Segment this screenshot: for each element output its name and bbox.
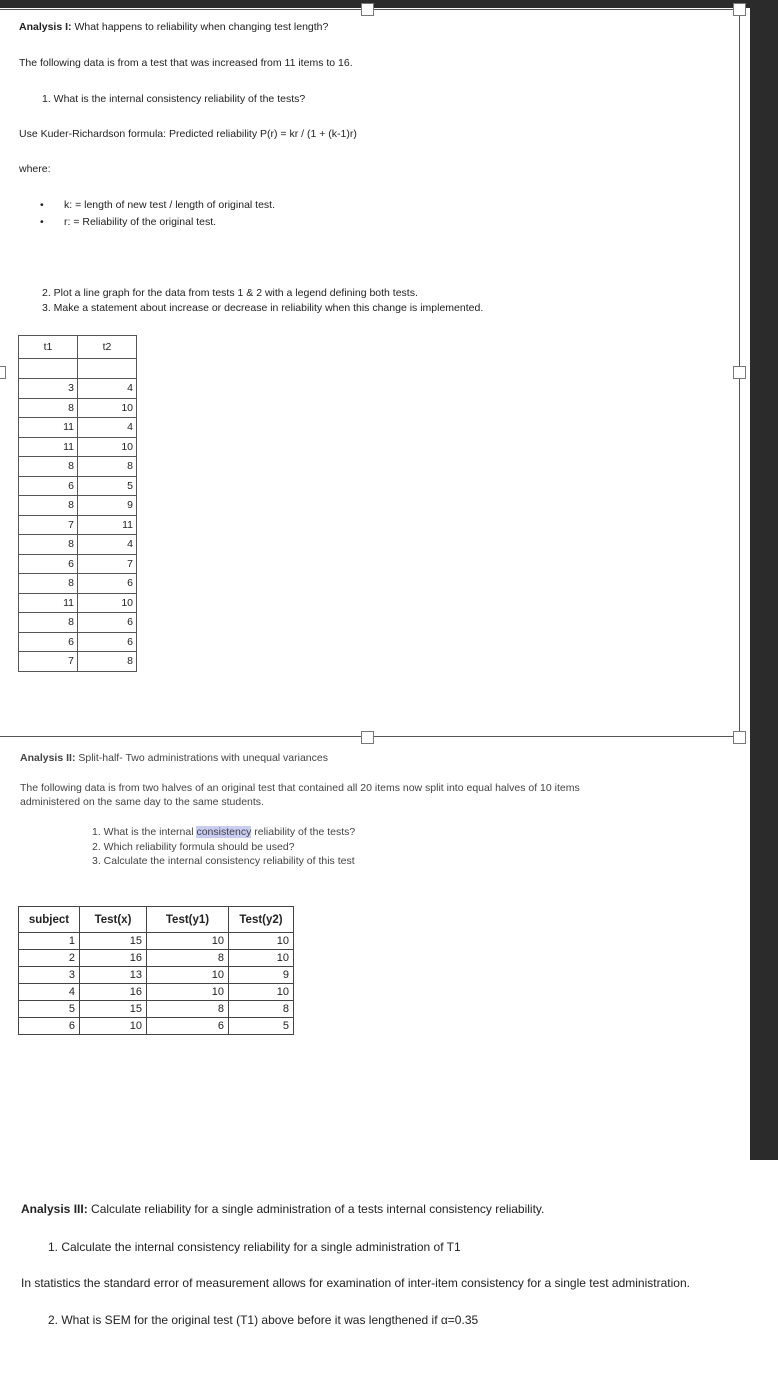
resize-handle-right[interactable] [733,366,746,379]
table-cell: 8 [19,574,78,594]
table-cell: 8 [19,398,78,418]
analysis3-heading: Analysis III: [21,1202,88,1216]
table-row [19,398,137,418]
table-cell: 11 [78,515,137,535]
table-cell: 10 [80,1018,147,1035]
table-cell: 6 [147,1018,229,1035]
table-row [19,574,137,594]
analysis1-where: where: [19,163,51,175]
table-cell: 11 [19,418,78,438]
right-dark-bar [750,0,778,1160]
table-cell: 8 [19,535,78,555]
analysis1-intro: The following data is from a test that was increased from 11 items to 16. [19,57,353,69]
table-cell: 13 [80,967,147,984]
table-row [19,437,137,457]
table-cell: 5 [78,476,137,496]
table-cell: 10 [229,950,294,967]
table-row [19,554,137,574]
table-cell: 8 [19,457,78,477]
analysis1-q1: 1. What is the internal consistency reliability of the tests? [42,93,306,105]
table-row [19,632,137,652]
table-cell: 15 [80,1001,147,1018]
bullet-item: • k: = length of new test / length of original test. [40,199,275,211]
analysis3-title: Calculate reliability for a single administration of a tests internal consistency reliability. [91,1202,545,1216]
bullet-dot: • [40,216,44,228]
table-cell: 10 [229,933,294,950]
table-cell: 6 [78,613,137,633]
column-header: Test(y2) [229,907,294,933]
analysis2-intro-line2: administered on the same day to the same students. [20,796,264,808]
analysis3-q1: 1. Calculate the internal consistency reliability for a single administration of T1 [48,1240,461,1254]
table-cell: 16 [80,950,147,967]
analysis3-heading-line [21,1202,544,1216]
table-cell: 8 [78,652,137,672]
table-cell: 10 [78,437,137,457]
analysis3-statement: In statistics the standard error of measurement allows for examination of inter-item consistency for a single test administration. [21,1276,690,1290]
table-row [19,379,137,399]
resize-handle-top-right[interactable] [733,3,746,16]
table-cell: 3 [19,967,80,984]
table-cell: 6 [19,1018,80,1035]
table-cell: 8 [19,613,78,633]
table-row [19,418,137,438]
resize-handle-left[interactable] [0,366,6,379]
table-cell: 8 [147,1001,229,1018]
table-cell: 4 [78,535,137,555]
analysis1-formula: Use Kuder-Richardson formula: Predicted reliability P(r) = kr / (1 + (k-1)r) [19,128,357,140]
table-row [19,1018,294,1035]
table-row [19,535,137,555]
table-cell: 1 [19,933,80,950]
table-row [19,593,137,613]
table-cell: 7 [19,652,78,672]
bullet-dot: • [40,199,44,211]
analysis2-q2: 2. Which reliability formula should be used? [92,841,295,853]
analysis2-heading: Analysis II: [20,752,76,764]
table-row [19,984,294,1001]
table-cell: 8 [78,457,137,477]
highlighted-word[interactable]: consistency [196,826,252,838]
column-header: t1 [19,336,78,359]
table-row [19,515,137,535]
analysis1-question: What happens to reliability when changing test length? [74,21,329,33]
resize-handle-bottom[interactable] [361,731,374,744]
table-cell: 4 [78,379,137,399]
table-cell: 6 [78,632,137,652]
top-dark-bar [0,0,778,8]
table-cell: 6 [19,554,78,574]
analysis2-title: Split-half- Two administrations with unequal variances [78,752,328,764]
table-row [19,933,294,950]
table-cell: 2 [19,950,80,967]
table-cell: 3 [19,379,78,399]
table-cell: 10 [78,398,137,418]
table-cell: 9 [229,967,294,984]
column-header: subject [19,907,80,933]
resize-handle-bottom-right[interactable] [733,731,746,744]
column-header: Test(y1) [147,907,229,933]
table-cell [19,359,78,379]
table-cell: 15 [80,933,147,950]
analysis1-heading-line [19,21,328,33]
analysis1-heading: Analysis I: [19,21,72,33]
table-cell: 7 [19,515,78,535]
table-row [19,950,294,967]
bullet-item: • r: = Reliability of the original test. [40,216,217,228]
table-row [19,652,137,672]
table-cell: 10 [147,933,229,950]
column-header: t2 [78,336,137,359]
table-cell: 5 [229,1018,294,1035]
table-cell: 8 [147,950,229,967]
table-cell: 4 [19,984,80,1001]
table-row [19,476,137,496]
table-row [19,613,137,633]
table-cell: 10 [147,967,229,984]
table-cell: 10 [78,593,137,613]
table-cell: 10 [229,984,294,1001]
table-cell: 4 [78,418,137,438]
resize-handle-top[interactable] [361,3,374,16]
table-cell: 5 [19,1001,80,1018]
analysis2-heading-line [20,752,328,764]
analysis2-q3: 3. Calculate the internal consistency reliability of this test [92,855,355,867]
table-row [19,1001,294,1018]
table-cell: 11 [19,593,78,613]
analysis3-q2: 2. What is SEM for the original test (T1) above before it was lengthened if α=0.35 [48,1313,479,1327]
table-row [19,967,294,984]
analysis1-q2: 2. Plot a line graph for the data from tests 1 & 2 with a legend defining both tests. [42,287,418,299]
analysis1-q3: 3. Make a statement about increase or decrease in reliability when this change is implemented. [42,302,484,314]
table-cell: 16 [80,984,147,1001]
table-cell: 6 [78,574,137,594]
analysis1-data-table [18,335,137,672]
table-row [19,457,137,477]
table-cell: 10 [147,984,229,1001]
table-cell: 9 [78,496,137,516]
analysis2-intro-line1: The following data is from two halves of an original test that contained all 20 items now split into equal halves of 10 items [20,782,580,794]
table-cell: 6 [19,632,78,652]
table-cell: 8 [229,1001,294,1018]
table-cell: 6 [19,476,78,496]
column-header: Test(x) [80,907,147,933]
table-cell [78,359,137,379]
analysis2-q1: 1. What is the internal consistency reliability of the tests? [92,826,356,838]
table-cell: 11 [19,437,78,457]
table-row [19,496,137,516]
analysis2-data-table [18,906,294,1035]
table-cell: 7 [78,554,137,574]
table-cell: 8 [19,496,78,516]
